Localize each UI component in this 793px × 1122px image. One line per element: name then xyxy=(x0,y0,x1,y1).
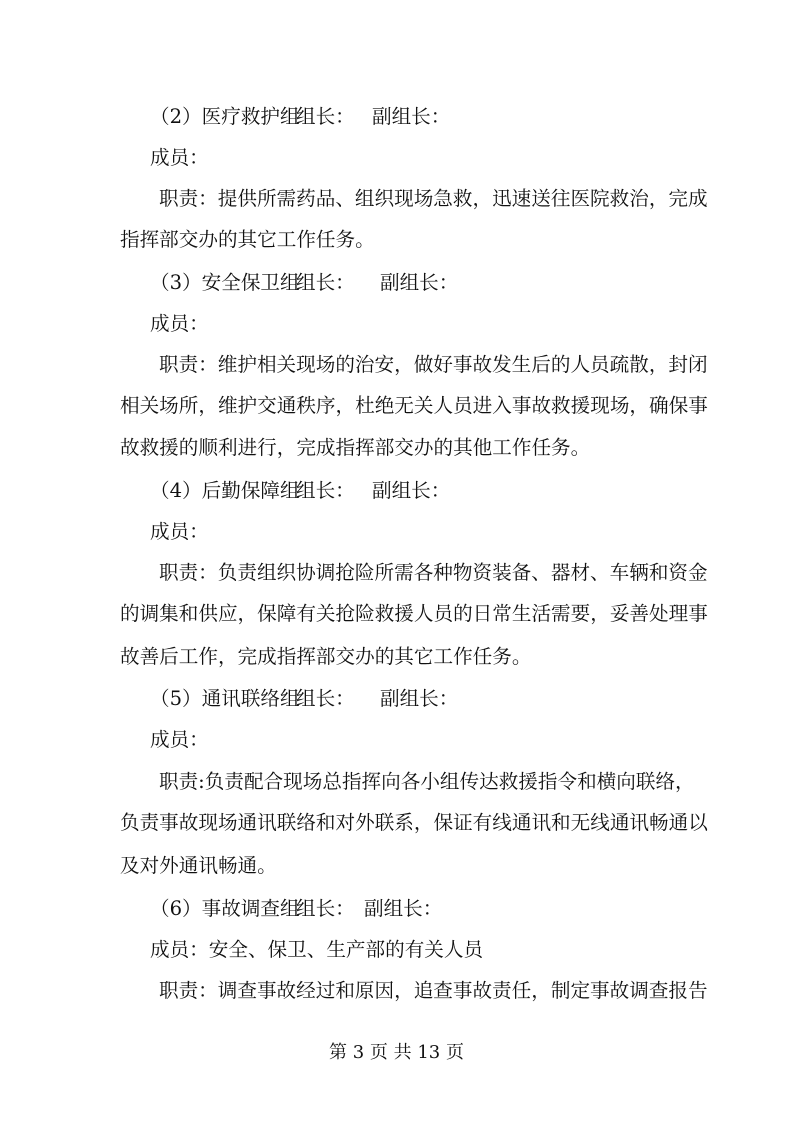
deputy-label: 副组长： xyxy=(380,271,459,294)
deputy-label: 副组长： xyxy=(364,897,443,920)
section-heading: （2）医疗救护组 xyxy=(150,105,300,128)
duty-line: 职责：负责组织协调抢险所需各种物资装备、器材、车辆和资金 xyxy=(159,561,708,584)
leader-label: 组长： xyxy=(296,105,355,128)
duty-line: 职责：调查事故经过和原因，追查事故责任，制定事故调查报告 xyxy=(159,979,708,1002)
page-number: 第 3 页 共 13 页 xyxy=(329,1042,464,1063)
duty-line: 的调集和供应，保障有关抢险救援人员的日常生活需要，妥善处理事 xyxy=(120,602,708,625)
duty-line: 指挥部交办的其它工作任务。 xyxy=(120,228,375,251)
members-line: 成员： xyxy=(150,520,209,543)
duty-line: 故善后工作，完成指挥部交办的其它工作任务。 xyxy=(120,645,532,668)
deputy-label: 副组长： xyxy=(372,105,451,128)
duty-line: 负责事故现场通讯联络和对外联系，保证有线通讯和无线通讯畅通以 xyxy=(120,811,708,834)
duty-line: 职责：维护相关现场的治安，做好事故发生后的人员疏散，封闭 xyxy=(159,353,708,376)
section-heading: （4）后勤保障组 xyxy=(150,479,300,502)
duty-line: 职责:负责配合现场总指挥向各小组传达救援指令和横向联络， xyxy=(159,770,695,793)
deputy-label: 副组长： xyxy=(372,479,451,502)
section-heading: （6）事故调查组 xyxy=(150,897,300,920)
leader-label: 组长： xyxy=(296,897,355,920)
section-heading: （3）安全保卫组 xyxy=(150,271,300,294)
duty-line: 及对外通讯畅通。 xyxy=(120,854,277,877)
members-line: 成员：安全、保卫、生产部的有关人员 xyxy=(150,938,484,961)
leader-label: 组长： xyxy=(296,271,355,294)
members-line: 成员： xyxy=(150,312,209,335)
leader-label: 组长： xyxy=(296,687,355,710)
deputy-label: 副组长： xyxy=(380,687,459,710)
leader-label: 组长： xyxy=(296,479,355,502)
section-heading: （5）通讯联络组 xyxy=(150,687,300,710)
duty-line: 故救援的顺利进行，完成指挥部交办的其他工作任务。 xyxy=(120,436,591,459)
members-line: 成员： xyxy=(150,146,209,169)
duty-line: 相关场所，维护交通秩序，杜绝无关人员进入事故救援现场，确保事 xyxy=(120,394,708,417)
duty-line: 职责：提供所需药品、组织现场急救，迅速送往医院救治，完成 xyxy=(159,187,708,210)
members-line: 成员： xyxy=(150,728,209,751)
